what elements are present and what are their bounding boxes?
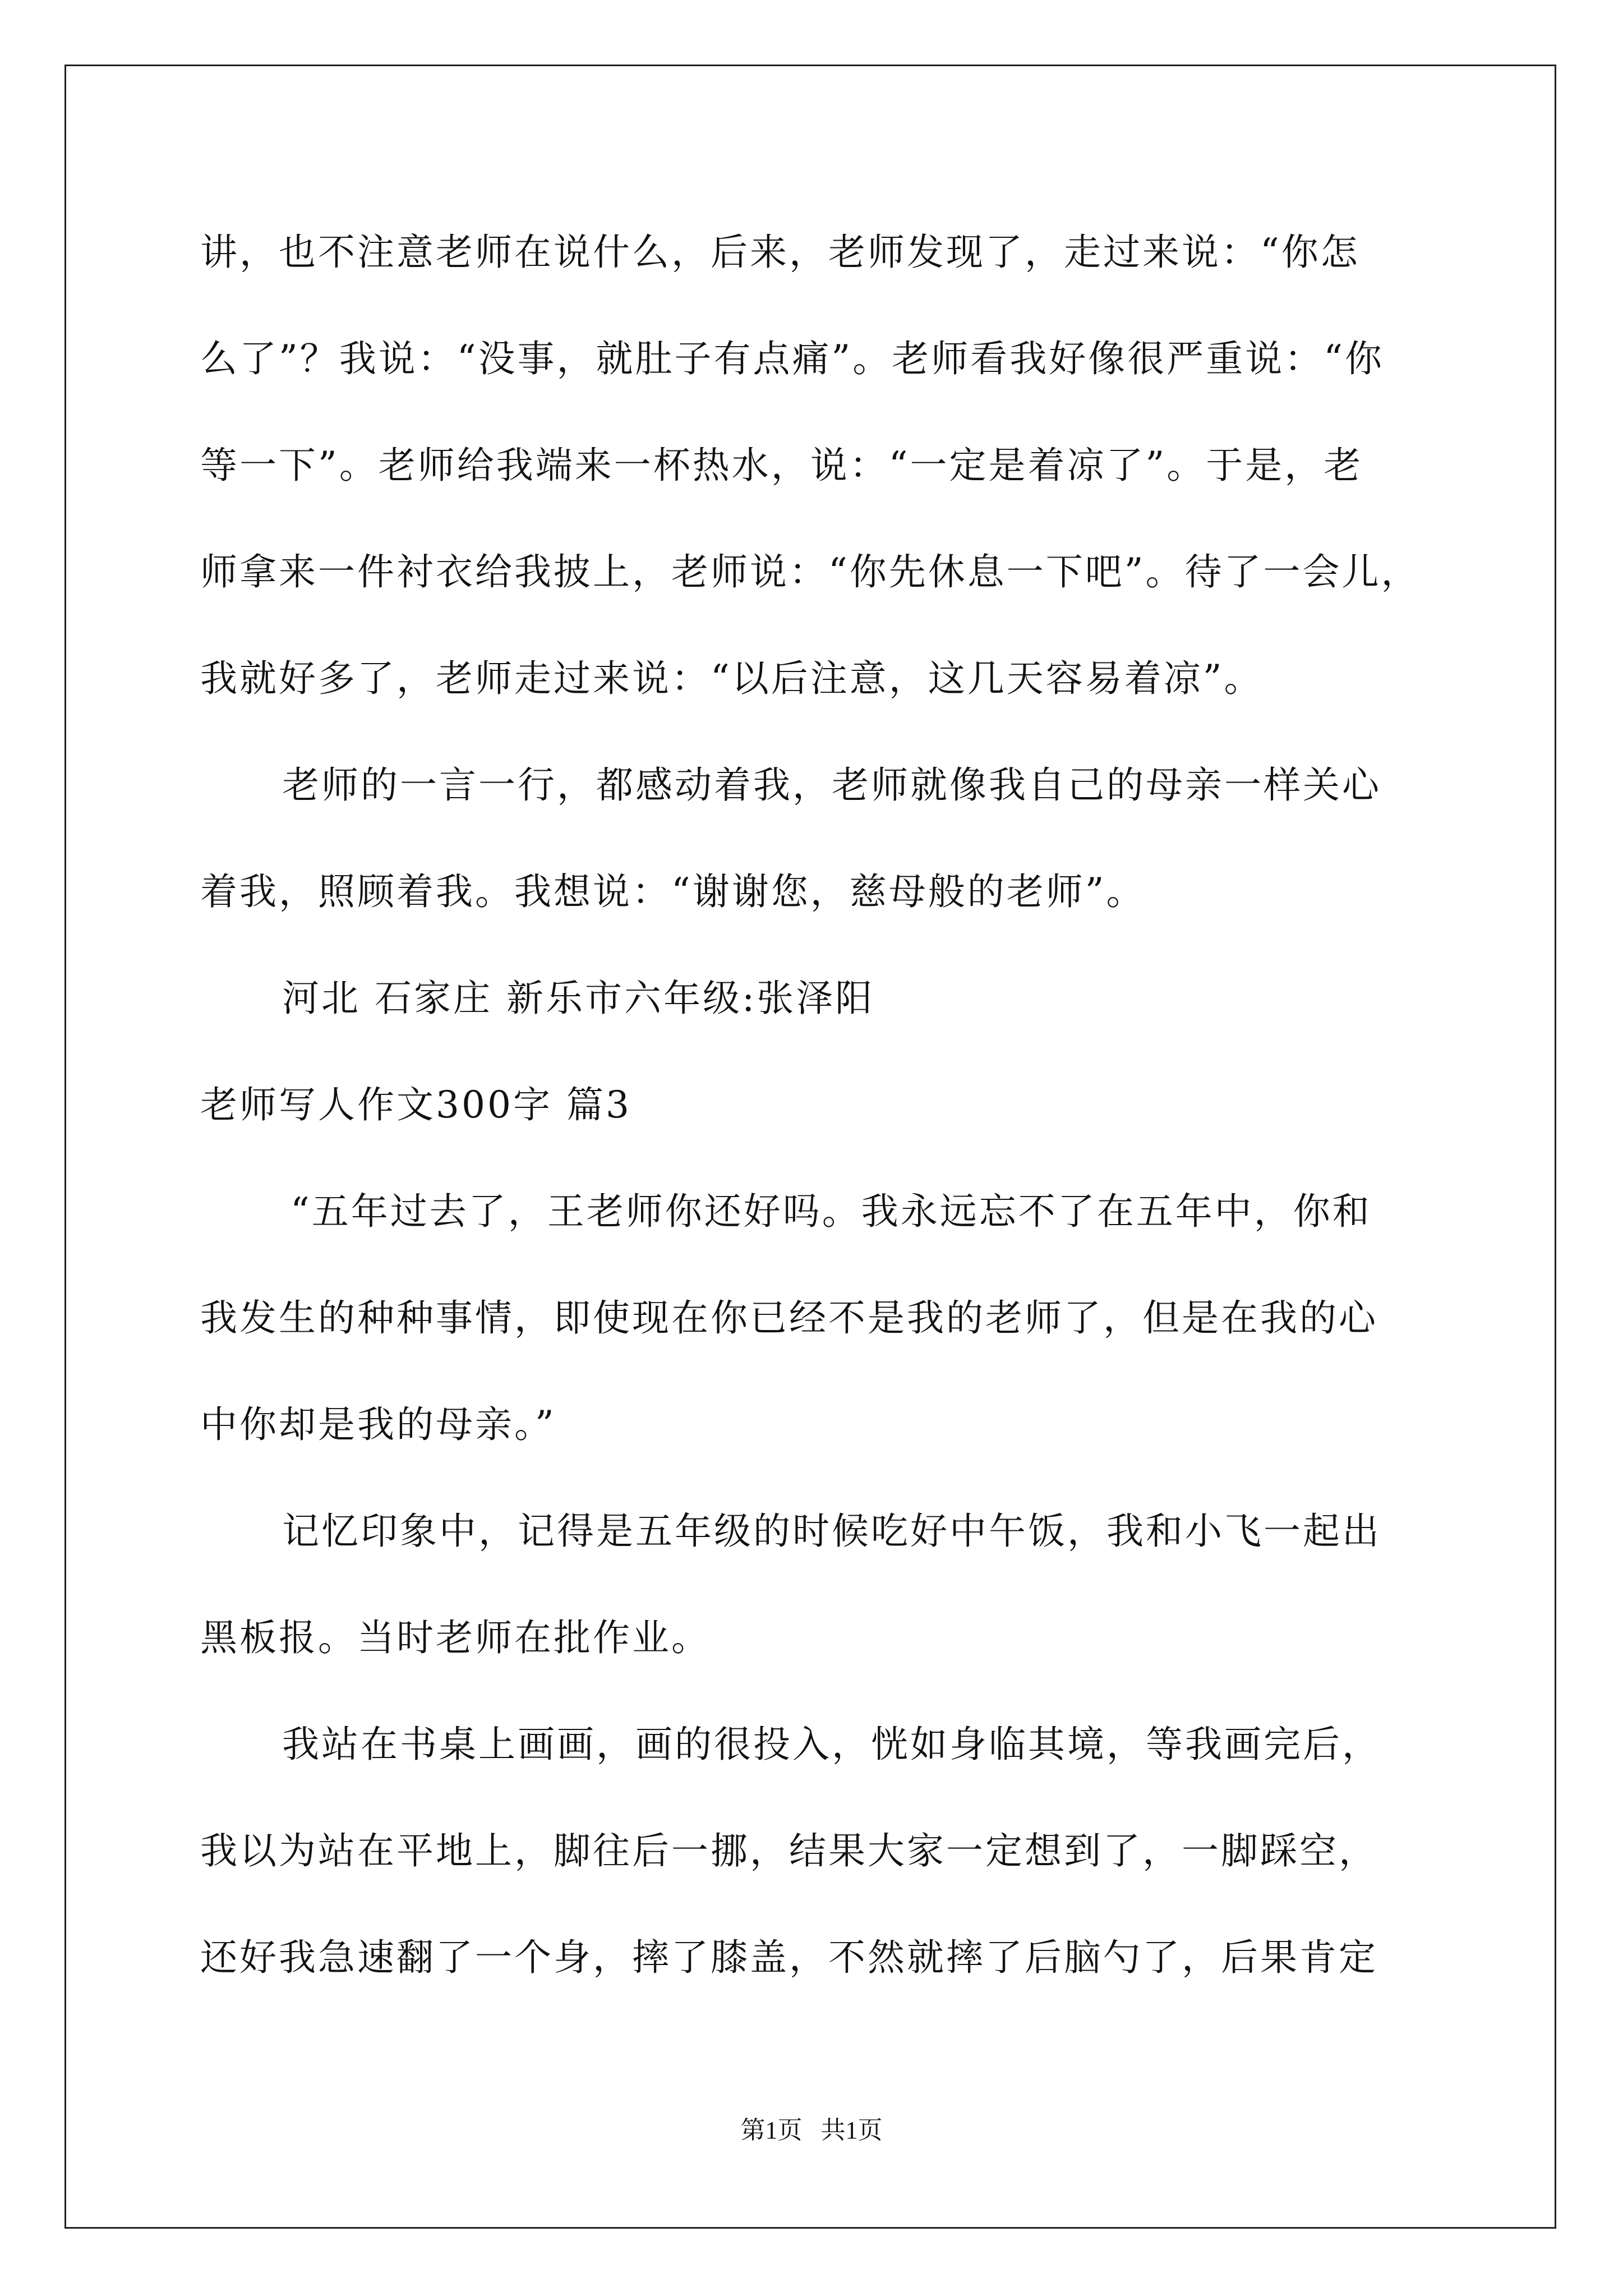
text-line: 还好我急速翻了一个身，摔了膝盖，不然就摔了后脑勺了，后果肯定 [200, 1936, 1378, 1979]
text-line: 黑板报。当时老师在批作业。 [200, 1616, 711, 1659]
text-line: 我以为站在平地上，脚往后一挪，结果大家一定想到了，一脚踩空， [200, 1829, 1378, 1872]
text-line: 么了”？我说：“没事，就肚子有点痛”。老师看我好像很严重说：“你 [200, 337, 1384, 380]
text-line: 我就好多了，老师走过来说：“以后注意，这几天容易着凉”。 [200, 657, 1264, 700]
paragraph-first-line: 我站在书桌上画画，画的很投入，恍如身临其境，等我画完后， [282, 1723, 1381, 1766]
text-line: 着我，照顾着我。我想说：“谢谢您，慈母般的老师”。 [200, 870, 1146, 913]
paragraph-first-line: 记忆印象中，记得是五年级的时候吃好中午饭，我和小飞一起出 [282, 1510, 1381, 1553]
text-line: 我发生的种种事情，即使现在你已经不是我的老师了，但是在我的心 [200, 1296, 1378, 1340]
section-heading: 老师写人作文300字 篇3 [200, 1083, 631, 1126]
paragraph-first-line: “五年过去了，王老师你还好吗。我永远忘不了在五年中，你和 [291, 1190, 1372, 1233]
paragraph-first-line: 老师的一言一行，都感动着我，老师就像我自己的母亲一样关心 [282, 763, 1381, 807]
author-signature: 河北 石家庄 新乐市六年级:张泽阳 [282, 977, 875, 1020]
text-line: 等一下”。老师给我端来一杯热水，说：“一定是着凉了”。于是，老 [200, 444, 1363, 487]
text-line: 中你却是我的母亲。” [200, 1403, 556, 1446]
page-border [64, 65, 1556, 2229]
page-number-footer: 第1页 共1页 [740, 2116, 883, 2144]
text-line: 讲，也不注意老师在说什么，后来，老师发现了，走过来说：“你怎 [200, 231, 1360, 274]
text-line: 师拿来一件衬衣给我披上，老师说：“你先休息一下吧”。待了一会儿， [200, 550, 1421, 593]
